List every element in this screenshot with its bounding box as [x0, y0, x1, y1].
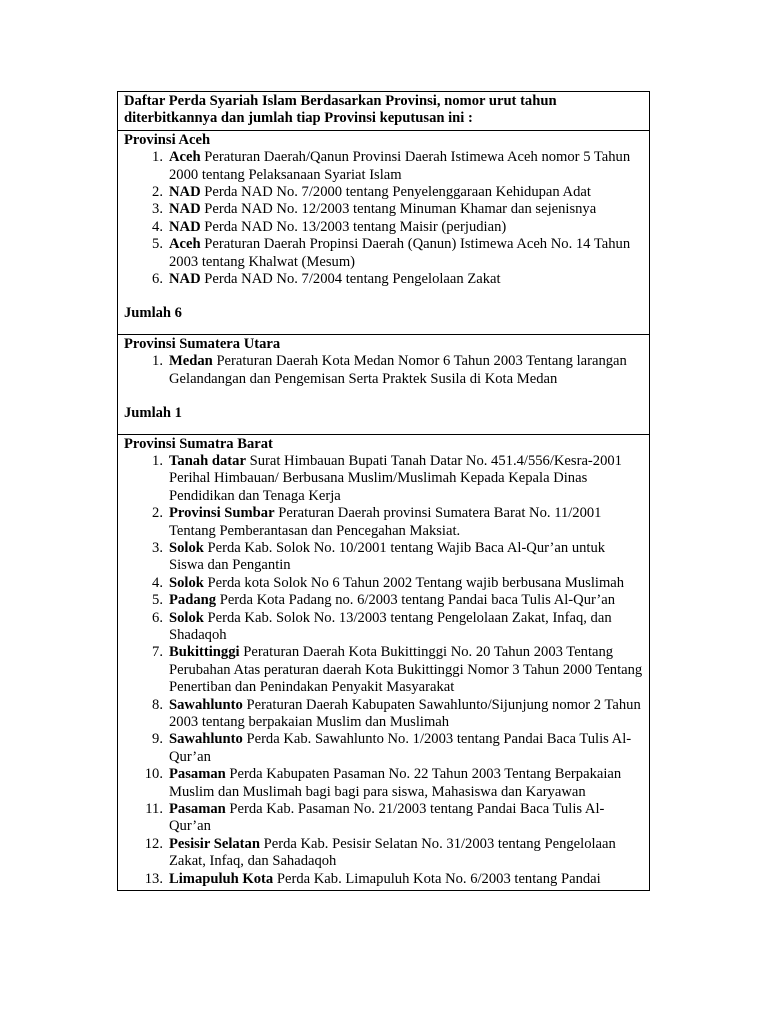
item-number: 12. [144, 835, 163, 852]
province-heading: Provinsi Sumatra Barat [124, 435, 273, 452]
item-number: 9. [152, 731, 163, 748]
list-item [124, 149, 643, 184]
item-body [169, 236, 643, 271]
item-body [169, 540, 643, 575]
item-body [169, 353, 643, 388]
item-number: 1. [152, 452, 163, 469]
item-number: 6. [152, 271, 163, 288]
item-text: Perda Kab. Sawahlunto No. 1/2003 tentang Pandai Baca Tulis Al-Qur’an [169, 731, 632, 765]
list-item [124, 353, 643, 388]
item-place: Sawahlunto [169, 696, 243, 713]
item-number: 5. [152, 236, 163, 253]
item-place: Pesisir Selatan [169, 835, 260, 852]
item-body [169, 766, 643, 801]
item-body [169, 271, 643, 288]
list-item [124, 731, 643, 766]
list-item [124, 575, 643, 592]
item-place: Sawahlunto [169, 731, 243, 748]
table-title: Daftar Perda Syariah Islam Berdasarkan Provinsi, nomor urut tahun diterbitkannya dan jumlah tiap Provinsi keputusan ini : [118, 92, 650, 131]
item-body [169, 801, 643, 836]
regulation-list [124, 453, 643, 888]
list-item [124, 801, 643, 836]
item-place: Solok [169, 539, 204, 556]
table-header-row [118, 92, 650, 131]
item-number: 2. [152, 184, 163, 201]
item-text: Peraturan Daerah Kota Bukittinggi No. 20 Tahun 2003 Tentang Perubahan Atas peraturan daerah Kota Bukittinggi Nomor 3 Tahun 2000 Tentang Penertiban dan Penindakan Penyakit Masyarakat [169, 644, 643, 696]
list-item [124, 610, 643, 645]
item-body [169, 592, 643, 609]
item-body [169, 731, 643, 766]
item-place: NAD [169, 271, 201, 288]
item-number: 3. [152, 201, 163, 218]
item-text: Perda NAD No. 13/2003 tentang Maisir (perjudian) [204, 218, 507, 235]
item-body [169, 575, 643, 592]
item-text: Perda Kab. Solok No. 13/2003 tentang Pengelolaan Zakat, Infaq, dan Shadaqoh [169, 609, 612, 643]
item-place: NAD [169, 184, 201, 201]
item-text: Perda kota Solok No 6 Tahun 2002 Tentang wajib berbusana Muslimah [207, 574, 625, 591]
list-item [124, 236, 643, 271]
item-body [169, 149, 643, 184]
item-body [169, 184, 643, 201]
item-place: Provinsi Sumbar [169, 505, 275, 522]
list-item [124, 201, 643, 218]
item-number: 10. [144, 766, 163, 783]
list-item [124, 540, 643, 575]
list-item [124, 219, 643, 236]
perda-table [117, 91, 650, 891]
item-body [169, 505, 643, 540]
item-body [169, 697, 643, 732]
list-item [124, 271, 643, 288]
section-row-aceh [118, 130, 650, 334]
list-item [124, 766, 643, 801]
item-body [169, 201, 643, 218]
list-item [124, 697, 643, 732]
item-body [169, 219, 643, 236]
list-item [124, 644, 643, 696]
item-place: Pasaman [169, 801, 226, 818]
item-number: 13. [144, 870, 163, 887]
item-text: Perda Kab. Pesisir Selatan No. 31/2003 tentang Pengelolaan Zakat, Infaq, dan Sahadaqoh [169, 835, 616, 870]
item-text: Peraturan Daerah Kabupaten Sawahlunto/Sijunjung nomor 2 Tahun 2003 tentang berpakaian Muslim dan Muslimah [169, 696, 641, 730]
list-item [124, 871, 643, 888]
item-place: Padang [169, 592, 217, 609]
item-place: Pasaman [169, 766, 226, 783]
item-place: Tanah datar [169, 452, 246, 469]
item-number: 8. [152, 696, 163, 713]
item-body [169, 644, 643, 696]
item-number: 11. [145, 801, 163, 818]
item-number: 5. [152, 592, 163, 609]
item-text: Perda Kabupaten Pasaman No. 22 Tahun 2003 Tentang Berpakaian Muslim dan Muslimah bagi bagi para siswa, Mahasiswa dan Karyawan [169, 766, 622, 800]
item-body [169, 836, 643, 871]
list-item [124, 453, 643, 505]
item-text: Peraturan Daerah/Qanun Provinsi Daerah Istimewa Aceh nomor 5 Tahun 2000 tentang Pelaksanaan Syariat Islam [169, 149, 631, 183]
item-text: Perda NAD No. 7/2000 tentang Penyelenggaraan Kehidupan Adat [204, 184, 591, 201]
item-text: Perda NAD No. 12/2003 tentang Minuman Khamar dan sejenisnya [204, 201, 597, 218]
item-number: 3. [152, 539, 163, 556]
item-text: Peraturan Daerah Kota Medan Nomor 6 Tahun 2003 Tentang larangan Gelandangan dan Pengemisan Serta Praktek Susila di Kota Medan [169, 353, 627, 387]
section-row-sumatra-barat [118, 434, 650, 891]
item-text: Peraturan Daerah provinsi Sumatera Barat No. 11/2001 Tentang Pemberantasan dan Pencegahan Maksiat. [169, 505, 602, 539]
item-place: Aceh [169, 236, 201, 253]
item-place: NAD [169, 201, 201, 218]
item-text: Perda Kab. Solok No. 10/2001 tentang Wajib Baca Al-Qur’an untuk Siswa dan Pengantin [169, 539, 606, 574]
item-text: Perda Kab. Pasaman No. 21/2003 tentang Pandai Baca Tulis Al-Qur’an [169, 801, 605, 835]
item-place: NAD [169, 218, 201, 235]
item-number: 4. [152, 574, 163, 591]
item-number: 4. [152, 218, 163, 235]
province-total: Jumlah 6 [124, 305, 182, 322]
province-heading: Provinsi Aceh [124, 131, 211, 148]
regulation-list [124, 353, 643, 388]
item-text: Surat Himbauan Bupati Tanah Datar No. 451.4/556/Kesra-2001 Perihal Himbauan/ Berbusana Muslim/Muslimah Kepada Kepala Dinas Pendidikan dan Tenaga Kerja [169, 452, 622, 504]
item-body [169, 453, 643, 505]
item-text: Perda Kab. Limapuluh Kota No. 6/2003 tentang Pandai [276, 870, 601, 887]
item-place: Bukittinggi [169, 644, 240, 661]
item-number: 1. [152, 353, 163, 370]
item-place: Solok [169, 574, 204, 591]
item-text: Peraturan Daerah Propinsi Daerah (Qanun) Istimewa Aceh No. 14 Tahun 2003 tentang Khalwat (Mesum) [169, 236, 631, 270]
item-body [169, 871, 643, 888]
item-number: 1. [152, 149, 163, 166]
province-total: Jumlah 1 [124, 405, 182, 422]
item-text: Perda Kota Padang no. 6/2003 tentang Pandai baca Tulis Al-Qur’an [219, 592, 616, 609]
item-number: 2. [152, 505, 163, 522]
item-number: 7. [152, 644, 163, 661]
item-place: Limapuluh Kota [169, 870, 274, 887]
list-item [124, 505, 643, 540]
list-item [124, 592, 643, 609]
item-place: Solok [169, 609, 204, 626]
item-body [169, 610, 643, 645]
regulation-list [124, 149, 643, 288]
list-item [124, 184, 643, 201]
section-row-sumatera-utara [118, 334, 650, 434]
province-heading: Provinsi Sumatera Utara [124, 335, 281, 352]
item-number: 6. [152, 609, 163, 626]
list-item [124, 836, 643, 871]
item-place: Aceh [169, 149, 201, 166]
item-place: Medan [169, 353, 213, 370]
item-text: Perda NAD No. 7/2004 tentang Pengelolaan Zakat [204, 271, 501, 288]
